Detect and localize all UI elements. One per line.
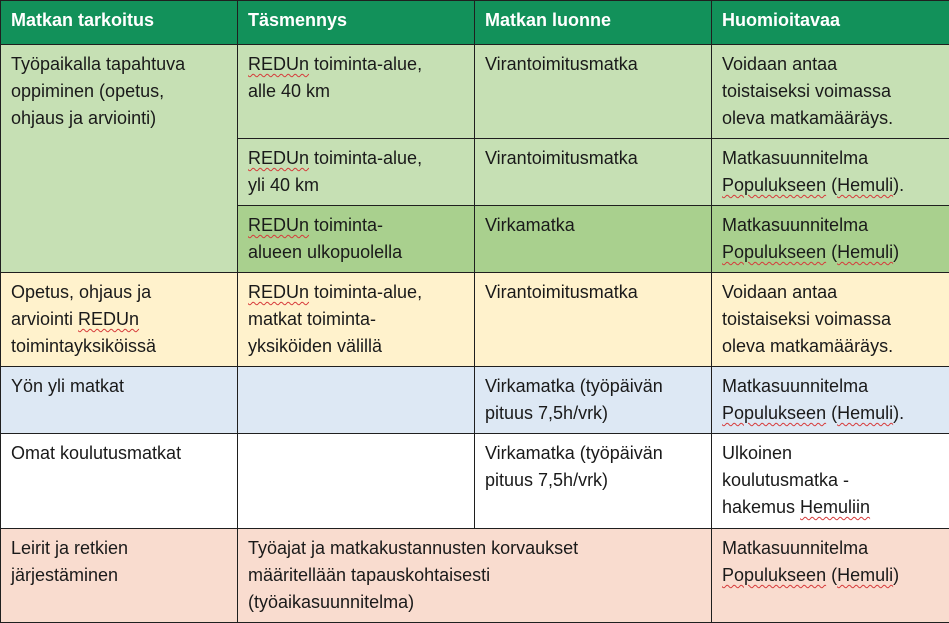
table-row	[1, 45, 949, 139]
text-line: Virkamatka (työpäivän	[485, 443, 663, 463]
text-line: yksiköiden välillä	[248, 336, 383, 356]
text-line: oppiminen (opetus,	[11, 81, 165, 101]
table-row	[1, 367, 949, 434]
text-fragment: hakemus	[722, 497, 801, 517]
table-row	[1, 434, 949, 529]
header-row	[1, 1, 949, 45]
spellcheck-word: Populukseen	[722, 242, 827, 262]
text-fragment: toiminta-	[309, 215, 384, 235]
spellcheck-word: REDUn	[248, 54, 310, 74]
note-cell	[712, 273, 949, 367]
spellcheck-word: REDUn	[248, 215, 310, 235]
text-line: Ulkoinen	[722, 443, 793, 463]
text-line: alueen ulkopuolella	[248, 242, 403, 262]
text-fragment: )	[893, 565, 900, 585]
text-fragment: (	[826, 565, 838, 585]
purpose-cell-workplace-learning	[1, 45, 238, 273]
text-fragment: ).	[893, 175, 905, 195]
text-line: määritellään tapauskohtaisesti	[248, 565, 491, 585]
type-cell: Virkamatka	[475, 206, 712, 273]
text-fragment: (	[826, 403, 838, 423]
spellcheck-word: Hemuli	[837, 175, 894, 195]
spellcheck-word: Hemuli	[837, 242, 894, 262]
text-line: pituus 7,5h/vrk)	[485, 470, 609, 490]
spellcheck-word: REDUn	[78, 309, 140, 329]
text-line: toistaiseksi voimassa	[722, 309, 892, 329]
text-line: alle 40 km	[248, 81, 331, 101]
purpose-cell	[1, 273, 238, 367]
note-cell	[712, 434, 949, 529]
text-fragment: (	[826, 242, 838, 262]
text-line	[248, 279, 464, 306]
spec-cell	[238, 45, 475, 139]
text-line: Voidaan antaa	[722, 54, 838, 74]
text-fragment: arviointi	[11, 309, 79, 329]
text-line: Voidaan antaa	[722, 282, 838, 302]
text-line: Matkasuunnitelma	[722, 376, 869, 396]
text-line	[722, 562, 939, 589]
spellcheck-word: REDUn	[248, 148, 310, 168]
text-line: toimintayksiköissä	[11, 336, 157, 356]
text-line: oleva matkamääräys.	[722, 336, 894, 356]
type-cell: Virantoimitusmatka	[475, 273, 712, 367]
text-line: (työaikasuunnitelma)	[248, 592, 415, 612]
text-line	[248, 51, 464, 78]
text-line: koulutusmatka -	[722, 470, 850, 490]
text-line: järjestäminen	[11, 565, 119, 585]
note-cell	[712, 367, 949, 434]
type-cell	[475, 367, 712, 434]
spec-cell-empty	[238, 367, 475, 434]
text-line: yli 40 km	[248, 175, 320, 195]
text-line: Matkasuunnitelma	[722, 148, 869, 168]
text-line	[722, 494, 939, 521]
spec-cell	[238, 139, 475, 206]
table-row	[1, 273, 949, 367]
note-cell	[712, 206, 949, 273]
spellcheck-word: Populukseen	[722, 403, 827, 423]
note-cell	[712, 529, 949, 623]
text-line	[722, 400, 939, 427]
text-fragment: )	[893, 242, 900, 262]
spec-cell-empty	[238, 434, 475, 529]
text-line	[11, 306, 227, 333]
note-cell	[712, 45, 949, 139]
purpose-cell	[1, 529, 238, 623]
header-purpose: Matkan tarkoitus	[1, 1, 238, 45]
header-specification: Täsmennys	[238, 1, 475, 45]
merged-cell	[238, 529, 712, 623]
spellcheck-word: REDUn	[248, 282, 310, 302]
text-line: matkat toiminta-	[248, 309, 377, 329]
text-fragment: ).	[893, 403, 905, 423]
spellcheck-word: Populukseen	[722, 175, 827, 195]
type-cell	[475, 434, 712, 529]
text-line: Matkasuunnitelma	[722, 215, 869, 235]
text-line: Työpaikalla tapahtuva	[11, 54, 186, 74]
text-fragment: toiminta-alue,	[309, 148, 423, 168]
type-cell: Virantoimitusmatka	[475, 139, 712, 206]
spellcheck-word: Hemuliin	[800, 497, 871, 517]
note-cell	[712, 139, 949, 206]
text-line	[248, 212, 464, 239]
text-line	[248, 145, 464, 172]
spec-cell	[238, 206, 475, 273]
text-fragment: toiminta-alue,	[309, 282, 423, 302]
text-line: Leirit ja retkien	[11, 538, 129, 558]
spellcheck-word: Hemuli	[837, 565, 894, 585]
header-notes: Huomioitavaa	[712, 1, 949, 45]
text-fragment: (	[826, 175, 838, 195]
text-line: Virkamatka (työpäivän	[485, 376, 663, 396]
header-travel-type: Matkan luonne	[475, 1, 712, 45]
text-line	[722, 172, 939, 199]
text-line: pituus 7,5h/vrk)	[485, 403, 609, 423]
text-line: Matkasuunnitelma	[722, 538, 869, 558]
spellcheck-word: Hemuli	[837, 403, 894, 423]
spec-cell	[238, 273, 475, 367]
table-row	[1, 529, 949, 623]
spellcheck-word: Populukseen	[722, 565, 827, 585]
text-line: Työajat ja matkakustannusten korvaukset	[248, 538, 579, 558]
purpose-cell: Omat koulutusmatkat	[1, 434, 238, 529]
text-line: ohjaus ja arviointi)	[11, 108, 157, 128]
text-line: toistaiseksi voimassa	[722, 81, 892, 101]
purpose-cell: Yön yli matkat	[1, 367, 238, 434]
text-line: oleva matkamääräys.	[722, 108, 894, 128]
text-line	[722, 239, 939, 266]
text-line: Opetus, ohjaus ja	[11, 282, 152, 302]
text-fragment: toiminta-alue,	[309, 54, 423, 74]
type-cell: Virantoimitusmatka	[475, 45, 712, 139]
